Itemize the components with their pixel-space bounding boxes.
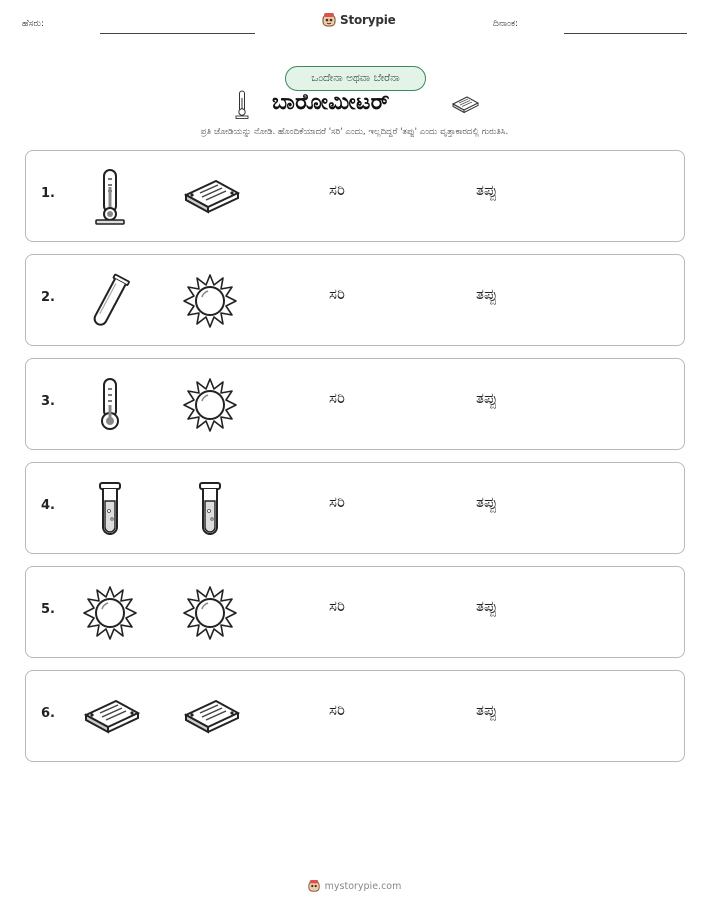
footer bbox=[0, 879, 709, 893]
footer-url[interactable]: mystorypie.com bbox=[324, 880, 402, 892]
test-tube-icon bbox=[80, 271, 140, 331]
question-card-1 bbox=[25, 150, 685, 242]
storypie-mascot-icon bbox=[308, 879, 320, 893]
page-title: ಬಾರೋಮೀಟರ್ bbox=[272, 90, 390, 115]
barometer-icon bbox=[450, 94, 480, 114]
activity-badge: ಒಂದೇನಾ ಅಥವಾ ಬೇರೆನಾ bbox=[285, 66, 426, 91]
storypie-mascot-icon bbox=[322, 12, 336, 28]
false-option[interactable]: ತಪ್ಪು bbox=[476, 389, 498, 407]
test-tube-liquid-icon bbox=[80, 479, 140, 539]
sun-icon bbox=[180, 271, 240, 331]
false-option[interactable]: ತಪ್ಪು bbox=[476, 181, 498, 199]
barometer-icon bbox=[180, 687, 240, 747]
barometer-icon bbox=[180, 167, 240, 227]
false-option[interactable]: ತಪ್ಪು bbox=[476, 493, 498, 511]
false-option[interactable]: ತಪ್ಪು bbox=[476, 701, 498, 719]
sun-icon bbox=[180, 375, 240, 435]
false-option[interactable]: ತಪ್ಪು bbox=[476, 597, 498, 615]
test-tube-liquid-icon bbox=[180, 479, 240, 539]
thermometer-stand-icon bbox=[234, 90, 250, 120]
name-label: ಹೆಸರು: bbox=[22, 19, 45, 29]
date-label: ದಿನಾಂಕ: bbox=[493, 19, 519, 29]
question-card-2 bbox=[25, 254, 685, 346]
brand-logo bbox=[322, 12, 396, 28]
question-card-6 bbox=[25, 670, 685, 762]
barometer-icon bbox=[80, 687, 140, 747]
sun-icon bbox=[180, 583, 240, 643]
brand-name: Storypie bbox=[340, 13, 396, 27]
sun-icon bbox=[80, 583, 140, 643]
question-number: 2. bbox=[41, 290, 55, 305]
question-number: 4. bbox=[41, 498, 55, 513]
name-line bbox=[100, 33, 255, 34]
thermometer-stand-icon bbox=[80, 167, 140, 227]
instructions-text: ಪ್ರತಿ ಜೋಡಿಯನ್ನು ನೋಡಿ. ಹೊಂದಿಕೆಯಾದರೆ 'ಸರಿ' ಎಂದು, ಇಲ್ಲದಿದ್ದರೆ 'ತಪ್ಪು' ಎಂದು ವೃತ್ತಾಕಾರದಲ್ಲಿ ಗುರುತಿಸಿ. bbox=[200, 127, 509, 137]
question-card-5 bbox=[25, 566, 685, 658]
true-option[interactable]: ಸರಿ bbox=[329, 285, 345, 303]
title-row bbox=[0, 90, 709, 120]
true-option[interactable]: ಸರಿ bbox=[329, 181, 345, 199]
question-number: 1. bbox=[41, 186, 55, 201]
question-card-3 bbox=[25, 358, 685, 450]
question-number: 5. bbox=[41, 602, 55, 617]
question-number: 6. bbox=[41, 706, 55, 721]
true-option[interactable]: ಸರಿ bbox=[329, 493, 345, 511]
true-option[interactable]: ಸರಿ bbox=[329, 597, 345, 615]
question-card-4 bbox=[25, 462, 685, 554]
true-option[interactable]: ಸರಿ bbox=[329, 701, 345, 719]
date-line bbox=[564, 33, 687, 34]
thermometer-icon bbox=[80, 375, 140, 435]
question-number: 3. bbox=[41, 394, 55, 409]
true-option[interactable]: ಸರಿ bbox=[329, 389, 345, 407]
false-option[interactable]: ತಪ್ಪು bbox=[476, 285, 498, 303]
